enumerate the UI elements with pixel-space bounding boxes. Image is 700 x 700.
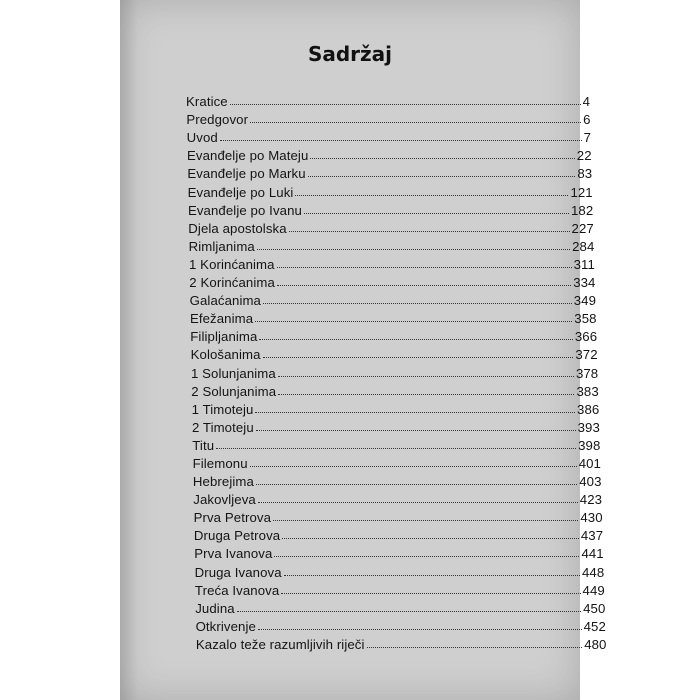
dot-leader	[250, 466, 577, 467]
toc-entry-label: Prva Petrova	[193, 510, 272, 526]
toc-entry	[192, 399, 600, 417]
toc-entry-label: Druga Petrova	[193, 528, 281, 544]
toc-entry-page-number: 393	[577, 419, 600, 435]
toc-entry	[186, 109, 590, 127]
toc-entry	[191, 362, 598, 380]
toc-entry-label: Evanđelje po Mateju	[186, 148, 309, 164]
toc-entry	[186, 91, 590, 109]
dot-leader	[237, 611, 581, 612]
toc-entry-label: Kazalo teže razumljivih riječi	[195, 636, 365, 652]
toc-entry-page-number: 398	[578, 437, 601, 453]
toc-entry	[194, 507, 603, 525]
toc-entry	[191, 344, 598, 362]
dot-leader	[258, 502, 578, 503]
toc-entry	[188, 200, 593, 218]
toc-entry	[194, 525, 603, 543]
toc-entry-page-number: 450	[583, 600, 606, 616]
toc-entry-page-number: 349	[573, 293, 597, 309]
dot-leader	[277, 285, 571, 286]
toc-entry-page-number: 284	[572, 238, 595, 254]
toc-entry-label: Evanđelje po Ivanu	[187, 202, 302, 218]
toc-entry-label: 1 Korinćanima	[188, 256, 275, 272]
toc-entry-page-number: 22	[576, 148, 592, 164]
toc-entry-page-number: 452	[583, 618, 606, 634]
toc-entry-page-number: 83	[577, 166, 593, 182]
toc-entry-label: Efežanima	[189, 311, 254, 327]
dot-leader	[281, 593, 580, 594]
toc-entry	[195, 598, 605, 616]
toc-entry-label: Hebrejima	[192, 474, 254, 490]
dot-leader	[257, 249, 570, 250]
dot-leader	[255, 412, 575, 413]
dot-leader	[263, 357, 574, 358]
toc-entry-label: 1 Timoteju	[191, 401, 254, 417]
toc-entry	[187, 163, 592, 181]
toc-entry-label: Jakovljeva	[193, 492, 256, 508]
dot-leader	[273, 520, 578, 521]
dot-leader	[304, 213, 569, 214]
toc-entry-page-number: 366	[574, 329, 598, 345]
toc-entry-label: 2 Korinćanima	[189, 275, 275, 291]
toc-entry-page-number: 449	[582, 582, 605, 598]
toc-entry-label: Kratice	[186, 94, 228, 110]
toc-entry-page-number: 372	[575, 347, 598, 363]
dot-leader	[220, 140, 582, 141]
dot-leader	[278, 376, 574, 377]
toc-entry-label: 1 Solunjanima	[190, 365, 276, 381]
toc-entry-label: Otkrivenje	[195, 618, 256, 634]
toc-entry-label: Druga Ivanova	[194, 564, 282, 580]
toc-entry-label: Judina	[195, 600, 235, 616]
toc-entry	[195, 561, 605, 579]
toc-entry	[190, 290, 596, 308]
toc-entry-page-number: 182	[570, 202, 594, 218]
toc-entry-page-number: 441	[581, 546, 604, 562]
toc-entry-label: Djela apostolska	[188, 220, 287, 236]
toc-entry-page-number: 448	[581, 564, 605, 580]
toc-entry	[193, 453, 601, 471]
toc-entry-page-number: 430	[580, 510, 603, 526]
toc-entry	[187, 127, 591, 145]
toc-entry	[192, 417, 600, 435]
toc-entry	[195, 580, 605, 598]
toc-entry	[192, 435, 600, 453]
dot-leader	[258, 629, 582, 630]
toc-entry-label: Evanđelje po Luki	[187, 184, 294, 200]
dot-leader	[250, 122, 581, 123]
toc-entry-page-number: 383	[576, 383, 599, 399]
dot-leader	[295, 195, 568, 196]
toc-entry-label: Uvod	[186, 130, 218, 146]
page-title: Sadržaj	[307, 42, 393, 66]
dot-leader	[259, 339, 572, 340]
toc-entry-label: Filipljanima	[190, 329, 258, 345]
toc-entry-label: Evanđelje po Marku	[187, 166, 306, 182]
toc-entry	[189, 254, 595, 272]
toc-entry-label: Kološanima	[190, 347, 261, 363]
toc-entry	[188, 218, 594, 236]
dot-leader	[255, 321, 572, 322]
dot-leader	[278, 394, 574, 395]
toc-entry-page-number: 227	[571, 220, 594, 236]
toc-entry-page-number: 378	[575, 365, 599, 381]
toc-entry	[196, 616, 606, 634]
toc-entry-label: 2 Solunjanima	[191, 383, 277, 399]
toc-entry-label: Galaćanima	[189, 293, 261, 309]
dot-leader	[289, 231, 570, 232]
toc-entry-page-number: 311	[573, 256, 595, 272]
toc-entry	[191, 381, 599, 399]
toc-entry-page-number: 334	[573, 275, 596, 291]
dot-leader	[282, 538, 579, 539]
toc-entry-page-number: 423	[579, 492, 603, 508]
dot-leader	[274, 556, 579, 557]
dot-leader	[230, 104, 581, 105]
toc-entry	[187, 145, 592, 163]
toc-entry-page-number: 437	[580, 528, 604, 544]
toc-entry-page-number: 7	[583, 130, 592, 146]
toc-entry-page-number: 403	[579, 474, 602, 490]
dot-leader	[263, 303, 572, 304]
dot-leader	[277, 267, 572, 268]
toc-entry-page-number: 401	[578, 455, 601, 471]
toc-entry	[188, 181, 593, 199]
toc-entry-page-number: 121	[570, 184, 593, 200]
toc-entry	[190, 326, 597, 344]
toc-entry-label: Treća Ivanova	[194, 582, 280, 598]
toc-entry	[190, 308, 597, 326]
toc-entry-label: Prva Ivanova	[194, 546, 273, 562]
toc-entry-page-number: 386	[577, 401, 600, 417]
dot-leader	[256, 484, 577, 485]
book-page	[120, 0, 607, 700]
dot-leader	[256, 430, 576, 431]
toc-entry	[194, 543, 604, 561]
toc-entry-page-number: 480	[584, 636, 607, 652]
toc-entry	[196, 634, 607, 652]
toc-entry-label: Predgovor	[186, 112, 249, 128]
toc-entry	[193, 489, 602, 507]
toc-entry-label: Filemonu	[192, 455, 248, 471]
toc-entry	[193, 471, 602, 489]
dot-leader	[284, 575, 580, 576]
toc-entry	[189, 272, 595, 290]
dot-leader	[216, 448, 576, 449]
dot-leader	[367, 647, 583, 648]
toc-entry-page-number: 358	[574, 311, 597, 327]
toc-entry	[189, 236, 595, 254]
dot-leader	[310, 158, 574, 159]
dot-leader	[308, 176, 576, 177]
toc-entry-label: Titu	[192, 437, 215, 453]
toc-entry-page-number: 4	[582, 94, 590, 110]
toc-entry-label: Rimljanima	[188, 238, 255, 254]
toc-entry-page-number: 6	[583, 112, 591, 128]
table-of-contents	[186, 91, 607, 652]
toc-entry-label: 2 Timoteju	[191, 419, 254, 435]
